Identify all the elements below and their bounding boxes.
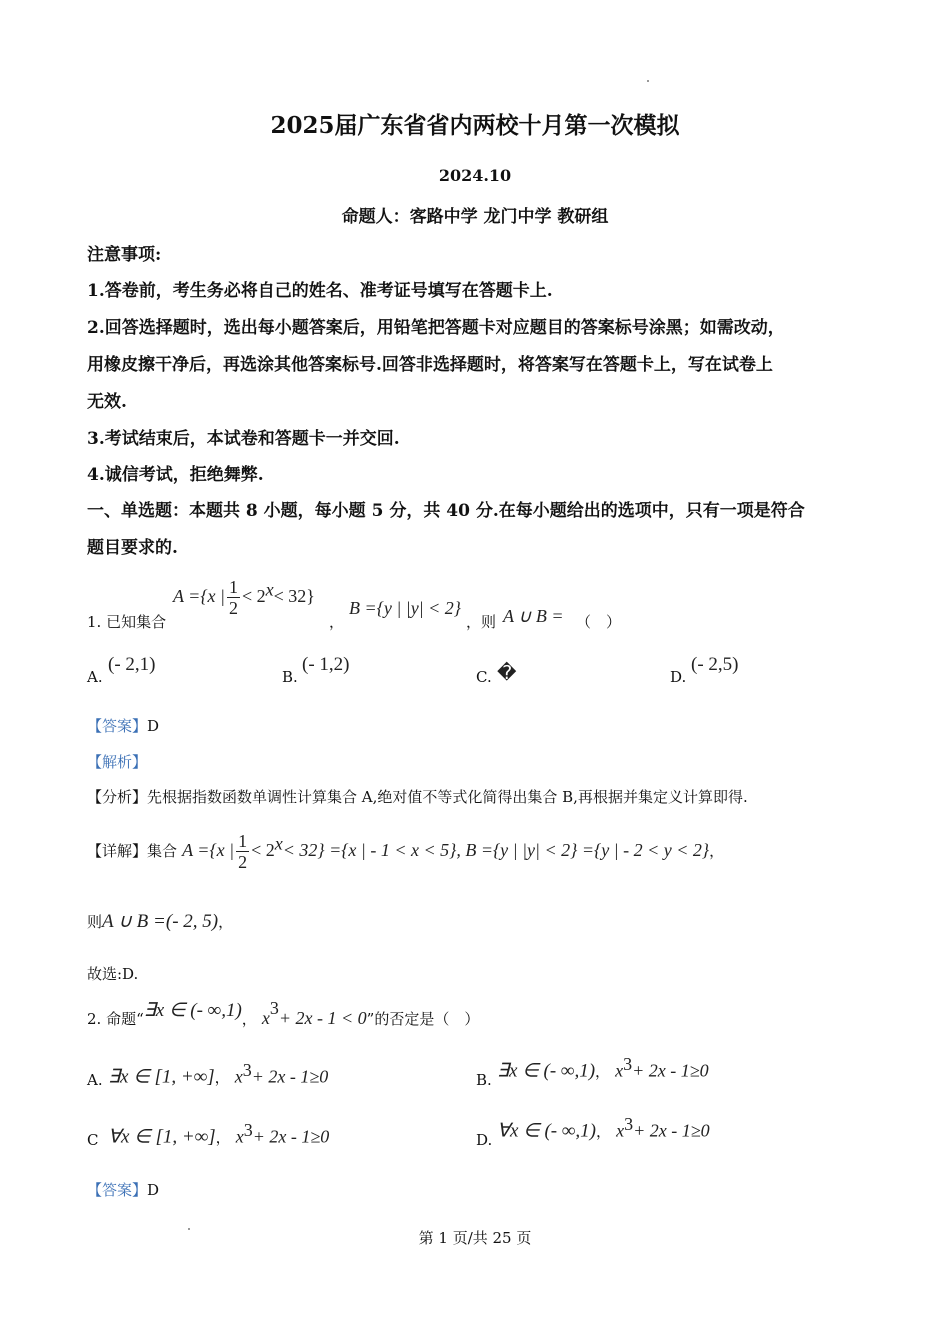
q2-option-d-label: D. <box>476 1131 493 1149</box>
note-line-2-cont: 用橡皮擦干净后，再选涂其他答案标号.回答非选择题时，将答案写在答题卡上，写在试卷上 <box>87 355 773 375</box>
q1-paren: （ ） <box>576 613 622 631</box>
q1-answer: 【答案】D <box>87 717 160 735</box>
q1-option-a-label: A. <box>87 668 103 686</box>
q1-option-d-value: (- 2,5) <box>691 654 739 675</box>
exam-author: 命题人：客路中学 龙门中学 教研组 <box>341 207 609 227</box>
q2-option-b: ∃x ∈ (- ∞,1)， $x^3+ 2x - 1\ge 0$ <box>497 1054 709 1082</box>
q2-answer: 【答案】D <box>87 1181 160 1199</box>
q2-option-d: ∀x ∈ (- ∞,1)， $x^3+ 2x - 1\ge 0$ <box>497 1114 710 1142</box>
q1-option-c-label: C. <box>476 668 492 686</box>
section-heading: 一、单选题：本题共 8 小题，每小题 5 分，共 40 分.在每小题给出的选项中，只有一项是符合 <box>87 501 805 521</box>
q2-option-c: ∀x ∈ [1, +∞]， $x^3+ 2x - 1\ge 0$ <box>108 1120 330 1148</box>
q1-option-c-value: � <box>497 663 517 684</box>
note-line-2: 2.回答选择题时，选出每小题答案后，用铅笔把答题卡对应题目的答案标号涂黑；如需改动， <box>87 318 785 338</box>
q1-prefix: 1. 已知集合 <box>87 613 167 631</box>
scan-dot <box>647 80 649 82</box>
q2-stem: 2. 命题“∃x ∈ (- ∞,1)， $x^3+ 2x - 1 < 0$”的否定是（ ） <box>87 998 480 1028</box>
q1-choose: 故选:D. <box>87 965 139 983</box>
q1-union-result: 则A ∪ B =(- 2, 5)， <box>87 911 234 932</box>
q2-option-b-label: B. <box>476 1071 492 1089</box>
q1-sep-1: ， <box>329 613 345 631</box>
q1-detail: 【详解】集合 A ={x | $\frac{1}{2}$ < $2^x< 32\} =\{x$ | - 1 < x < 5}, B ={y | |y| < 2} ={y | - 2 < y < 2}， <box>87 831 725 872</box>
q1-fenxi: 【分析】先根据指数函数单调性计算集合 A,绝对值不等式化简得出集合 B,再根据并集定义计算即得. <box>87 788 748 806</box>
q2-option-a: ∃x ∈ [1, +∞]， $x^3+ 2x - 1\ge 0$ <box>108 1060 329 1088</box>
q1-option-a-value: (- 2,1) <box>108 654 156 675</box>
q2-option-a-label: A. <box>87 1071 103 1089</box>
q1-option-b-label: B. <box>282 668 298 686</box>
section-heading-cont: 题目要求的. <box>87 538 178 558</box>
page-title: 2025届广东省省内两校十月第一次模拟 <box>270 112 680 139</box>
note-line-4: 4.诚信考试，拒绝舞弊. <box>87 465 264 485</box>
q1-sep-2: ，则 <box>466 613 497 631</box>
q1-option-d-label: D. <box>670 668 687 686</box>
q1-set-b: B ={y | |y| < 2} <box>349 598 462 618</box>
q2-option-c-label: C <box>87 1131 99 1149</box>
q1-analysis-tag: 【解析】 <box>87 753 148 771</box>
exam-date: 2024.10 <box>438 166 512 185</box>
note-line-1: 1.答卷前，考生务必将自己的姓名、准考证号填写在答题卡上. <box>87 281 553 301</box>
note-line-3: 3.考试结束后，本试卷和答题卡一并交回. <box>87 429 400 449</box>
q1-union: A ∪ B = <box>503 606 564 626</box>
page-footer: 第 1 页/共 25 页 <box>418 1229 532 1247</box>
q1-option-b-value: (- 1,2) <box>302 654 350 675</box>
note-line-2-end: 无效. <box>87 392 127 412</box>
notes-heading: 注意事项: <box>87 245 162 265</box>
q1-set-a: A ={x | $\frac{1}{2}$ < $2^x< 32$} <box>173 577 315 618</box>
